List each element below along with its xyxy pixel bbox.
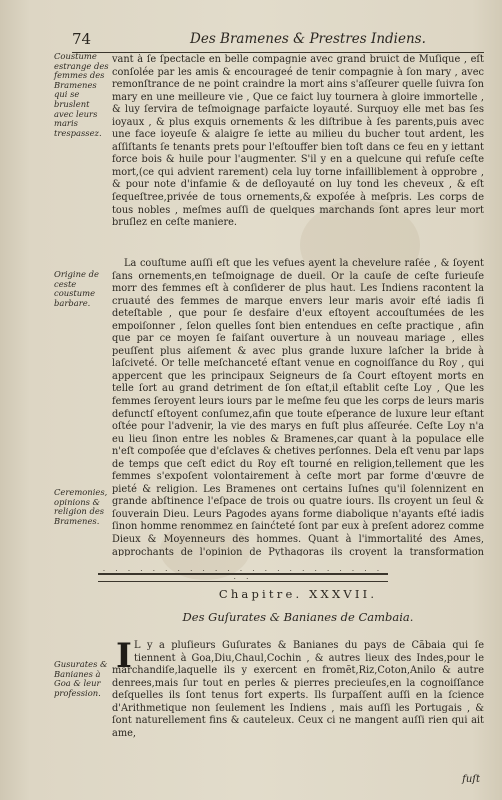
header-rule <box>72 52 484 53</box>
margin-note: Gusurates & Banianes à Goa & leur profession. <box>54 659 108 698</box>
paragraph-text: La couſtume auſſi eſt que les vefues ayent la chevelure raſée , & ſoyent ſans ornements,en teſmoignage de dueil. Or la cauſe de ceſte furieuſe morr des femmes eſt à conſiderer de plus haut. Les Indiens racontent la cruauté des femmes de marque envers leur maris avoir eſté iadis ſi deteſtable , que pour ſe desfaire d'eux eſtoyent accouſtumées de les empoiſonner , ſelon quelles ſont bien entendues en ceſte practique , afin que par ce moyen ſe faiſant ouverture à un nouveau mariage , elles peuſſent plus aiſement & avec plus grande luxure laſcher la bride à laſciveté. Or telle meſchanceté eſtant venue en cognoiſſance du Roy , qui appercent que les principaux Seigneurs de ſa Court eſtoyent morts en telle ſort au grand detriment de ſon eſtat,il eſtablit ceſte Loy , Que les femmes ſeroyent leurs iours par le meſme feu que les corps de leurs maris defunctſ eſtoyent conſumez,afin que toute eſperance de luxure leur eſtant oſtée pour l'advenir, la vie des marys en fuſt plus aſſeurée. Ceſte Loy n'a eu lieu ſinon entre les nobles & Bramenes,car quant à la populace elle n'eſt compoſée que d'eſclaves & chetives perſonnes. Dela eſt venu par laps de temps que ceſt edict du Roy eſt tourné en religion,tellement que les femmes s'expoſent volontairement à ceſte mort par forme d'œuvre de pieté & religion. Les Bramenes ont certains Iuſnes qu'il ſolennizent en grande abſtinence l'eſpace de trois ou quatre iours. Ils croyent un ſeul & ſouverain Dieu. Leurs Pagodes ayans forme diabolique n'ayants eſté iadis ſinon homme renommez en ſainćteté ſont par eux à preſent adorez comme Dieux & Moyenneurs des hommes. Quant à l'immortalité des Ames, approchants de l'opinion de Pythagoras ils croyent la transformation <box>112 258 484 556</box>
page-number: 74 <box>72 30 92 48</box>
running-title: Des Bramenes & Prestres Indiens. <box>190 31 426 47</box>
ornament-divider: · · · · · · · · · · · · · · · · · · · · · · · · · <box>102 567 384 583</box>
margin-note: Coustume estrange des femmes des Bramenes qui se bruslent avec leurs maris trespassez. <box>54 51 109 138</box>
chapter-text-opening <box>134 640 484 665</box>
ornament-rule <box>98 573 388 582</box>
chapter-body-text: marchandiſe,laquelle ils y exercent en fromẽt,Riz,Coton,Anilo & autre denrees,mais ſur tout en perles & pierres precieuſes,en la cognoiſſance deſquelles ils ſont tenus fort experts. Ils ſurpaſſent auſſi en la ſcience d'Arithmetique non ſeulement les Indiens , mais auſſi les Portugais , & ſont naturellement fins & cauteleux. Ceux ci ne mangent auſſi rien qui ait ame, <box>112 665 484 739</box>
chapter-title: Des Guſurates & Banianes de Cambaia. <box>182 610 414 624</box>
chapter-opening-text: L y a pluſieurs Guſurates & Banianes du pays de Cãbaia qui ſe tiennent à Goa,Diu,Chaul,Cochin , & autres lieux des Indes,pour le <box>134 640 484 664</box>
paragraph-text: vant à ſe ſpectacle en belle compagnie avec grand bruict de Muſique , eſt conſolée par les amis & encourageé de tenir compagnie à ſon mary , avec remonſtrance de ne point craindre la mort ains s'aſſeurer quelle ſuivra ſon mary en une meilleure vie , Que ce faict luy tournera à gloire immortelle , & luy ſervira de teſmoignage parfaicte loyauté. Surquoy elle met bas ſes ioyaux , & plus exquis ornements & les diſtribue à ſes parents,puis avec une face ioyeuſe & alaigre ſe iette au milieu du bucher tout ardent, les aſſiſtants ſe tenants prets pour l'eſtouffer bien toſt dans ce feu en y iettant force bois & huile pour l'augmenter. S'il y en a quelcune qui refuſe ceſte mort,(ce qui advient rarement) cela luy torne infailliblement à opprobre , & pour note d'infamie & de deſloyauté on luy tond les cheveux , & eſt ſequeſtree,privée de tous ornements,& expoſée à meſpris. Les corps de tous nobles , meſmes auſſi de quelques marchands ſont apres leur mort bruſlez en ceſte maniere. <box>112 54 484 229</box>
margin-note: Ceremonies, opinions & religion des Bramenes. <box>54 487 108 526</box>
chapter-text <box>112 665 484 773</box>
body-paragraph <box>112 54 484 252</box>
catchword: fuſt <box>462 774 480 785</box>
drop-cap: I <box>116 636 132 676</box>
page-header <box>72 30 482 50</box>
body-paragraph <box>112 258 484 556</box>
chapter-heading: Chapitre. XXXVII. <box>218 587 378 601</box>
margin-note: Origine de ceste coustume barbare. <box>54 269 99 308</box>
